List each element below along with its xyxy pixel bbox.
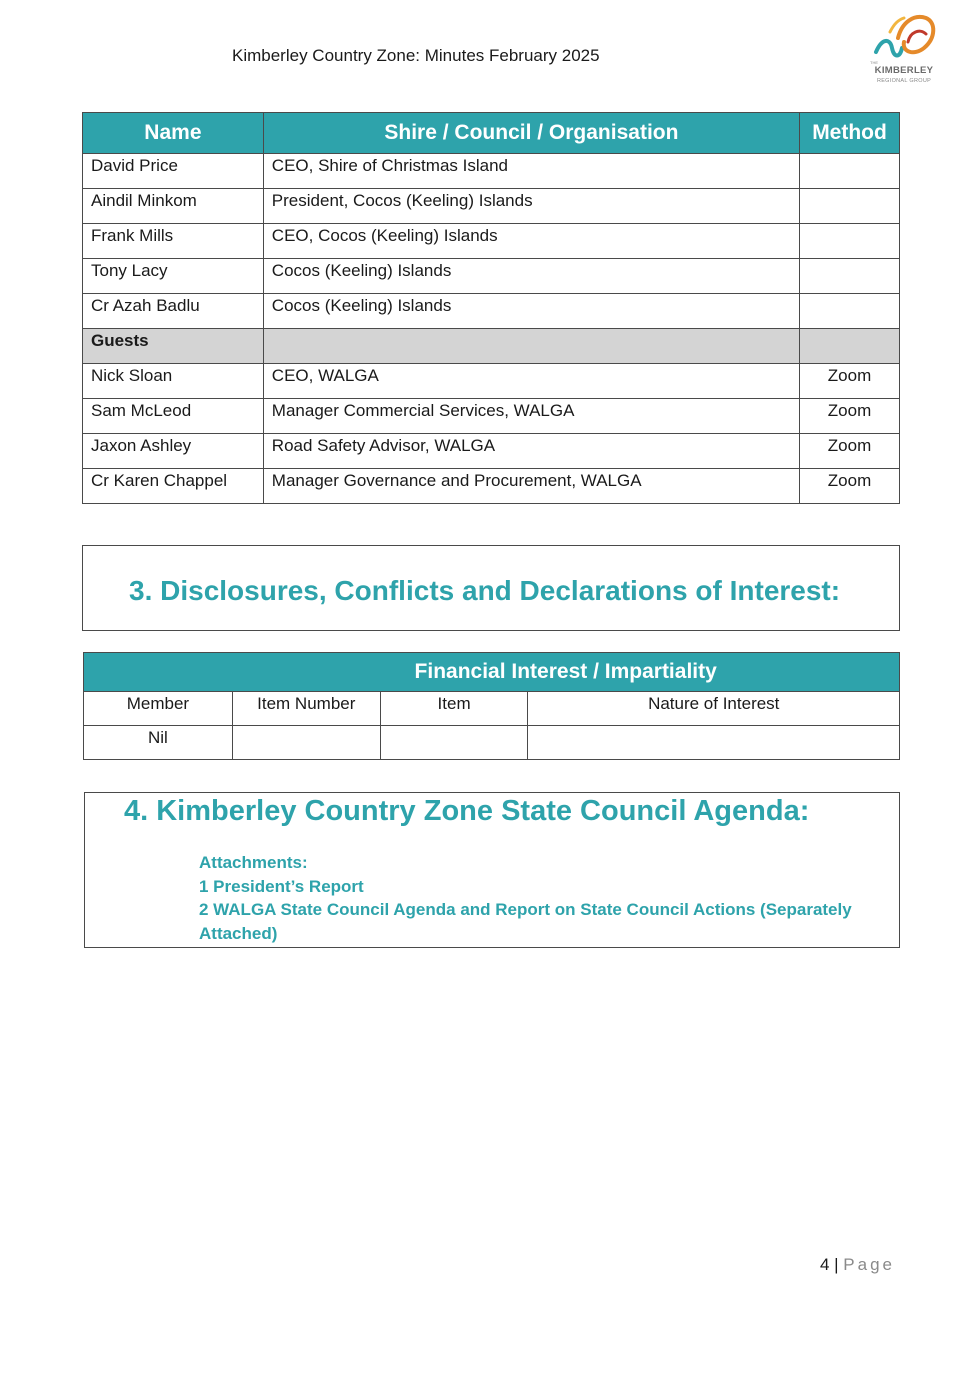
column-header-organisation: Shire / Council / Organisation [263,113,799,154]
attachments-list [199,851,899,945]
column-header-item: Item [380,692,528,726]
logo-the-text: THE [870,60,878,65]
section-4-heading: 4. Kimberley Country Zone State Council Agenda: [124,795,810,827]
page-label: Page [843,1255,895,1274]
attendee-organisation: CEO, Cocos (Keeling) Islands [263,224,799,259]
financial-title-row [84,653,900,692]
guest-organisation: Road Safety Advisor, WALGA [263,434,799,469]
guest-method: Zoom [800,364,900,399]
attendee-organisation: Cocos (Keeling) Islands [263,294,799,329]
column-header-name: Name [83,113,264,154]
table-row [83,154,900,189]
guest-name: Jaxon Ashley [83,434,264,469]
table-row [83,364,900,399]
financial-interest-table [83,652,900,760]
table-row [83,469,900,504]
attendee-method [800,259,900,294]
column-header-member: Member [84,692,233,726]
logo-text: KIMBERLEY [874,65,934,76]
page-number: 4 [819,1255,830,1274]
attachments-label: Attachments: [199,853,308,872]
financial-title: Financial Interest / Impartiality [232,653,899,692]
column-header-item-number: Item Number [232,692,380,726]
document-title: Kimberley Country Zone: Minutes February 2025 [232,46,600,65]
column-header-method: Method [800,113,900,154]
attendee-name: Aindil Minkom [83,189,264,224]
logo-swirl-icon [868,8,940,66]
table-row [84,726,900,760]
column-header-nature: Nature of Interest [528,692,900,726]
table-row [83,189,900,224]
member-cell: Nil [84,726,233,760]
guests-empty-cell [263,329,799,364]
guest-method: Zoom [800,434,900,469]
kimberley-logo [868,8,940,88]
guest-name: Sam McLeod [83,399,264,434]
financial-title-blank [84,653,233,692]
nature-cell [528,726,900,760]
attachment-item: 2 WALGA State Council Agenda and Report on State Council Actions (Separately Attached) [199,900,852,943]
item-cell [380,726,528,760]
table-row [83,399,900,434]
guest-organisation: Manager Governance and Procurement, WALGA [263,469,799,504]
guests-label: Guests [83,329,264,364]
attendee-organisation: President, Cocos (Keeling) Islands [263,189,799,224]
attendance-header-row [83,113,900,154]
attendee-name: Frank Mills [83,224,264,259]
guest-name: Nick Sloan [83,364,264,399]
table-row [83,434,900,469]
attendee-method [800,294,900,329]
attachment-item: 1 President’s Report [199,876,364,896]
attendee-name: Cr Azah Badlu [83,294,264,329]
section-4-box [84,792,900,948]
attendee-method [800,189,900,224]
guest-organisation: CEO, WALGA [263,364,799,399]
page-separator: | [829,1255,844,1274]
table-row [83,224,900,259]
table-row [83,259,900,294]
guest-organisation: Manager Commercial Services, WALGA [263,399,799,434]
attendee-method [800,154,900,189]
table-row [83,294,900,329]
attendee-name: David Price [83,154,264,189]
guests-empty-cell [800,329,900,364]
attendee-method [800,224,900,259]
item-number-cell [232,726,380,760]
guests-row [83,329,900,364]
logo-subtext: REGIONAL GROUP [876,78,932,84]
attendee-organisation: CEO, Shire of Christmas Island [263,154,799,189]
attendee-name: Tony Lacy [83,259,264,294]
section-3-heading: 3. Disclosures, Conflicts and Declarations of Interest: [129,575,841,606]
attendee-organisation: Cocos (Keeling) Islands [263,259,799,294]
guest-method: Zoom [800,469,900,504]
section-3-box [82,545,900,631]
page-footer [820,1255,895,1275]
attendance-table [82,112,900,504]
guest-name: Cr Karen Chappel [83,469,264,504]
guest-method: Zoom [800,399,900,434]
financial-column-row [84,692,900,726]
